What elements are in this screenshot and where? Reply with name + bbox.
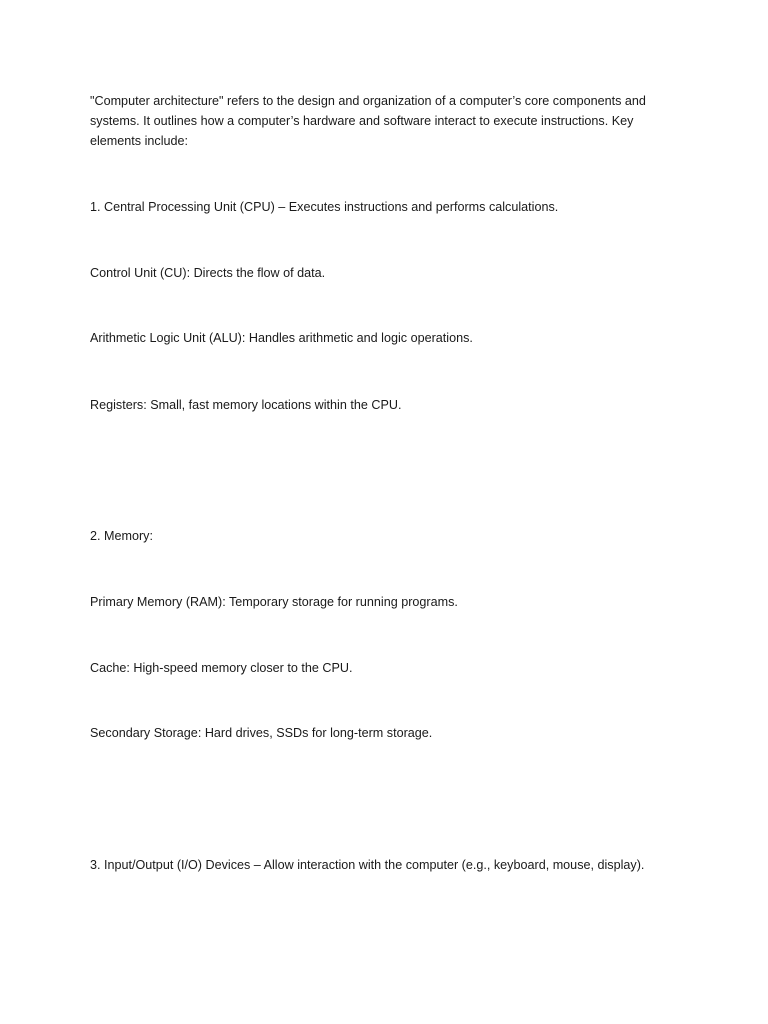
- intro-paragraph: "Computer architecture" refers to the design and organization of a computer’s core components and systems. It outlines how a computer’s hardware and software interact to execute instructions. Key elements include:: [90, 94, 646, 148]
- cpu-control-unit-item: Control Unit (CU): Directs the flow of data.: [90, 266, 326, 280]
- memory-primary-item: Primary Memory (RAM): Temporary storage for running programs.: [90, 595, 458, 609]
- memory-secondary-item: Secondary Storage: Hard drives, SSDs for long-term storage.: [90, 726, 433, 740]
- io-heading: 3. Input/Output (I/O) Devices – Allow interaction with the computer (e.g., keyboard, mouse, display).: [90, 858, 645, 872]
- cpu-registers-item: Registers: Small, fast memory locations within the CPU.: [90, 398, 402, 412]
- memory-heading: 2. Memory:: [90, 529, 153, 543]
- memory-cache-item: Cache: High-speed memory closer to the CPU.: [90, 661, 353, 675]
- cpu-heading: 1. Central Processing Unit (CPU) – Executes instructions and performs calculations.: [90, 200, 559, 214]
- cpu-alu-item: Arithmetic Logic Unit (ALU): Handles arithmetic and logic operations.: [90, 331, 473, 345]
